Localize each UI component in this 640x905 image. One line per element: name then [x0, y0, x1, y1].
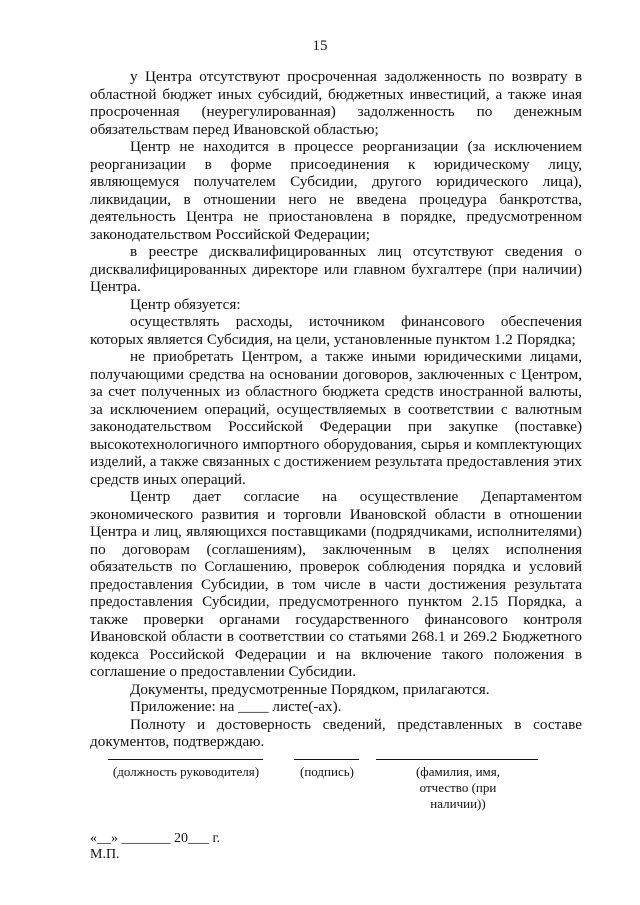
- signature-line: [294, 759, 359, 760]
- signature-block: [0, 759, 640, 809]
- document-body: [90, 68, 582, 751]
- stamp-label: М.П.: [90, 847, 120, 862]
- name-label: (фамилия, имя, отчество (при наличии)): [415, 764, 501, 811]
- paragraph-documents-attached: Документы, предусмотренные Порядком, прилагаются.: [130, 680, 490, 698]
- date-line: «__» _______ 20___ г.: [90, 831, 221, 846]
- position-label: (должность руководителя): [112, 764, 260, 779]
- paragraph-obligation-expenses: осуществлять расходы, источником финансового обеспечения которых является Субсидия, на цели, установленные пунктом 1.2 Порядка;: [90, 313, 582, 348]
- paragraph-obligations-heading: Центр обязуется:: [130, 295, 241, 313]
- paragraph-appendix: Приложение: на ____ листе(-ах).: [130, 698, 342, 715]
- name-line: [376, 759, 538, 760]
- paragraph-disqualified-registry: в реестре дисквалифицированных лиц отсутствуют сведения о дисквалифицированных директоре или главном бухгалтере (при наличии) Центра.: [90, 243, 582, 295]
- paragraph-confirmation: Полноту и достоверность сведений, представленных в составе документов, подтверждаю.: [90, 715, 582, 750]
- signature-label: (подпись): [300, 764, 354, 779]
- paragraph-obligation-currency: не приобретать Центром, а также иными юридическими лицами, получающими средства на основании договоров, заключенных с Центром, за счет полученных из областного бюджета средств иностранной валюты, за исключением операций, осуществляемых в соответствии с валютным законодательством Российской Федерации при закупке (поставке) высокотехнологичного импортного оборудования, сырья и комплектующих изделий, а также связанных с достижением результата предоставления этих средств иных операций.: [90, 348, 582, 488]
- paragraph-no-reorganization: Центр не находится в процессе реорганизации (за исключением реорганизации в форме присоединения к юридическому лицу, являющемуся получателем Субсидии, другого юридического лица), ликвидации, в отношении него не введена процедура банкротства, деятельность Центра не приостановлена в порядке, предусмотренном законодательством Российской Федерации;: [90, 138, 582, 243]
- position-line: [108, 759, 263, 760]
- paragraph-consent-inspections: Центр дает согласие на осуществление Департаментом экономического развития и торговли Ивановской области в отношении Центра и лиц, являющихся поставщиками (подрядчиками, исполнителями) по договорам (соглашениям), заключенным в целях исполнения обязательств по Соглашению, проверок соблюдения порядка и условий предоставления Субсидии, в том числе в части достижения результата предоставления Субсидии, предусмотренного пунктом 2.15 Порядка, а также проверки органами государственного финансового контроля Ивановской области в соответствии со статьями 268.1 и 269.2 Бюджетного кодекса Российской Федерации и на включение такого положения в соглашение о предоставлении Субсидии.: [90, 488, 582, 680]
- page-number: 15: [312, 38, 328, 54]
- paragraph-no-debt: у Центра отсутствуют просроченная задолженность по возврату в областной бюджет иных субсидий, бюджетных инвестиций, а также иная просроченная (неурегулированная) задолженность по денежным обязательствам перед Ивановской областью;: [90, 68, 582, 138]
